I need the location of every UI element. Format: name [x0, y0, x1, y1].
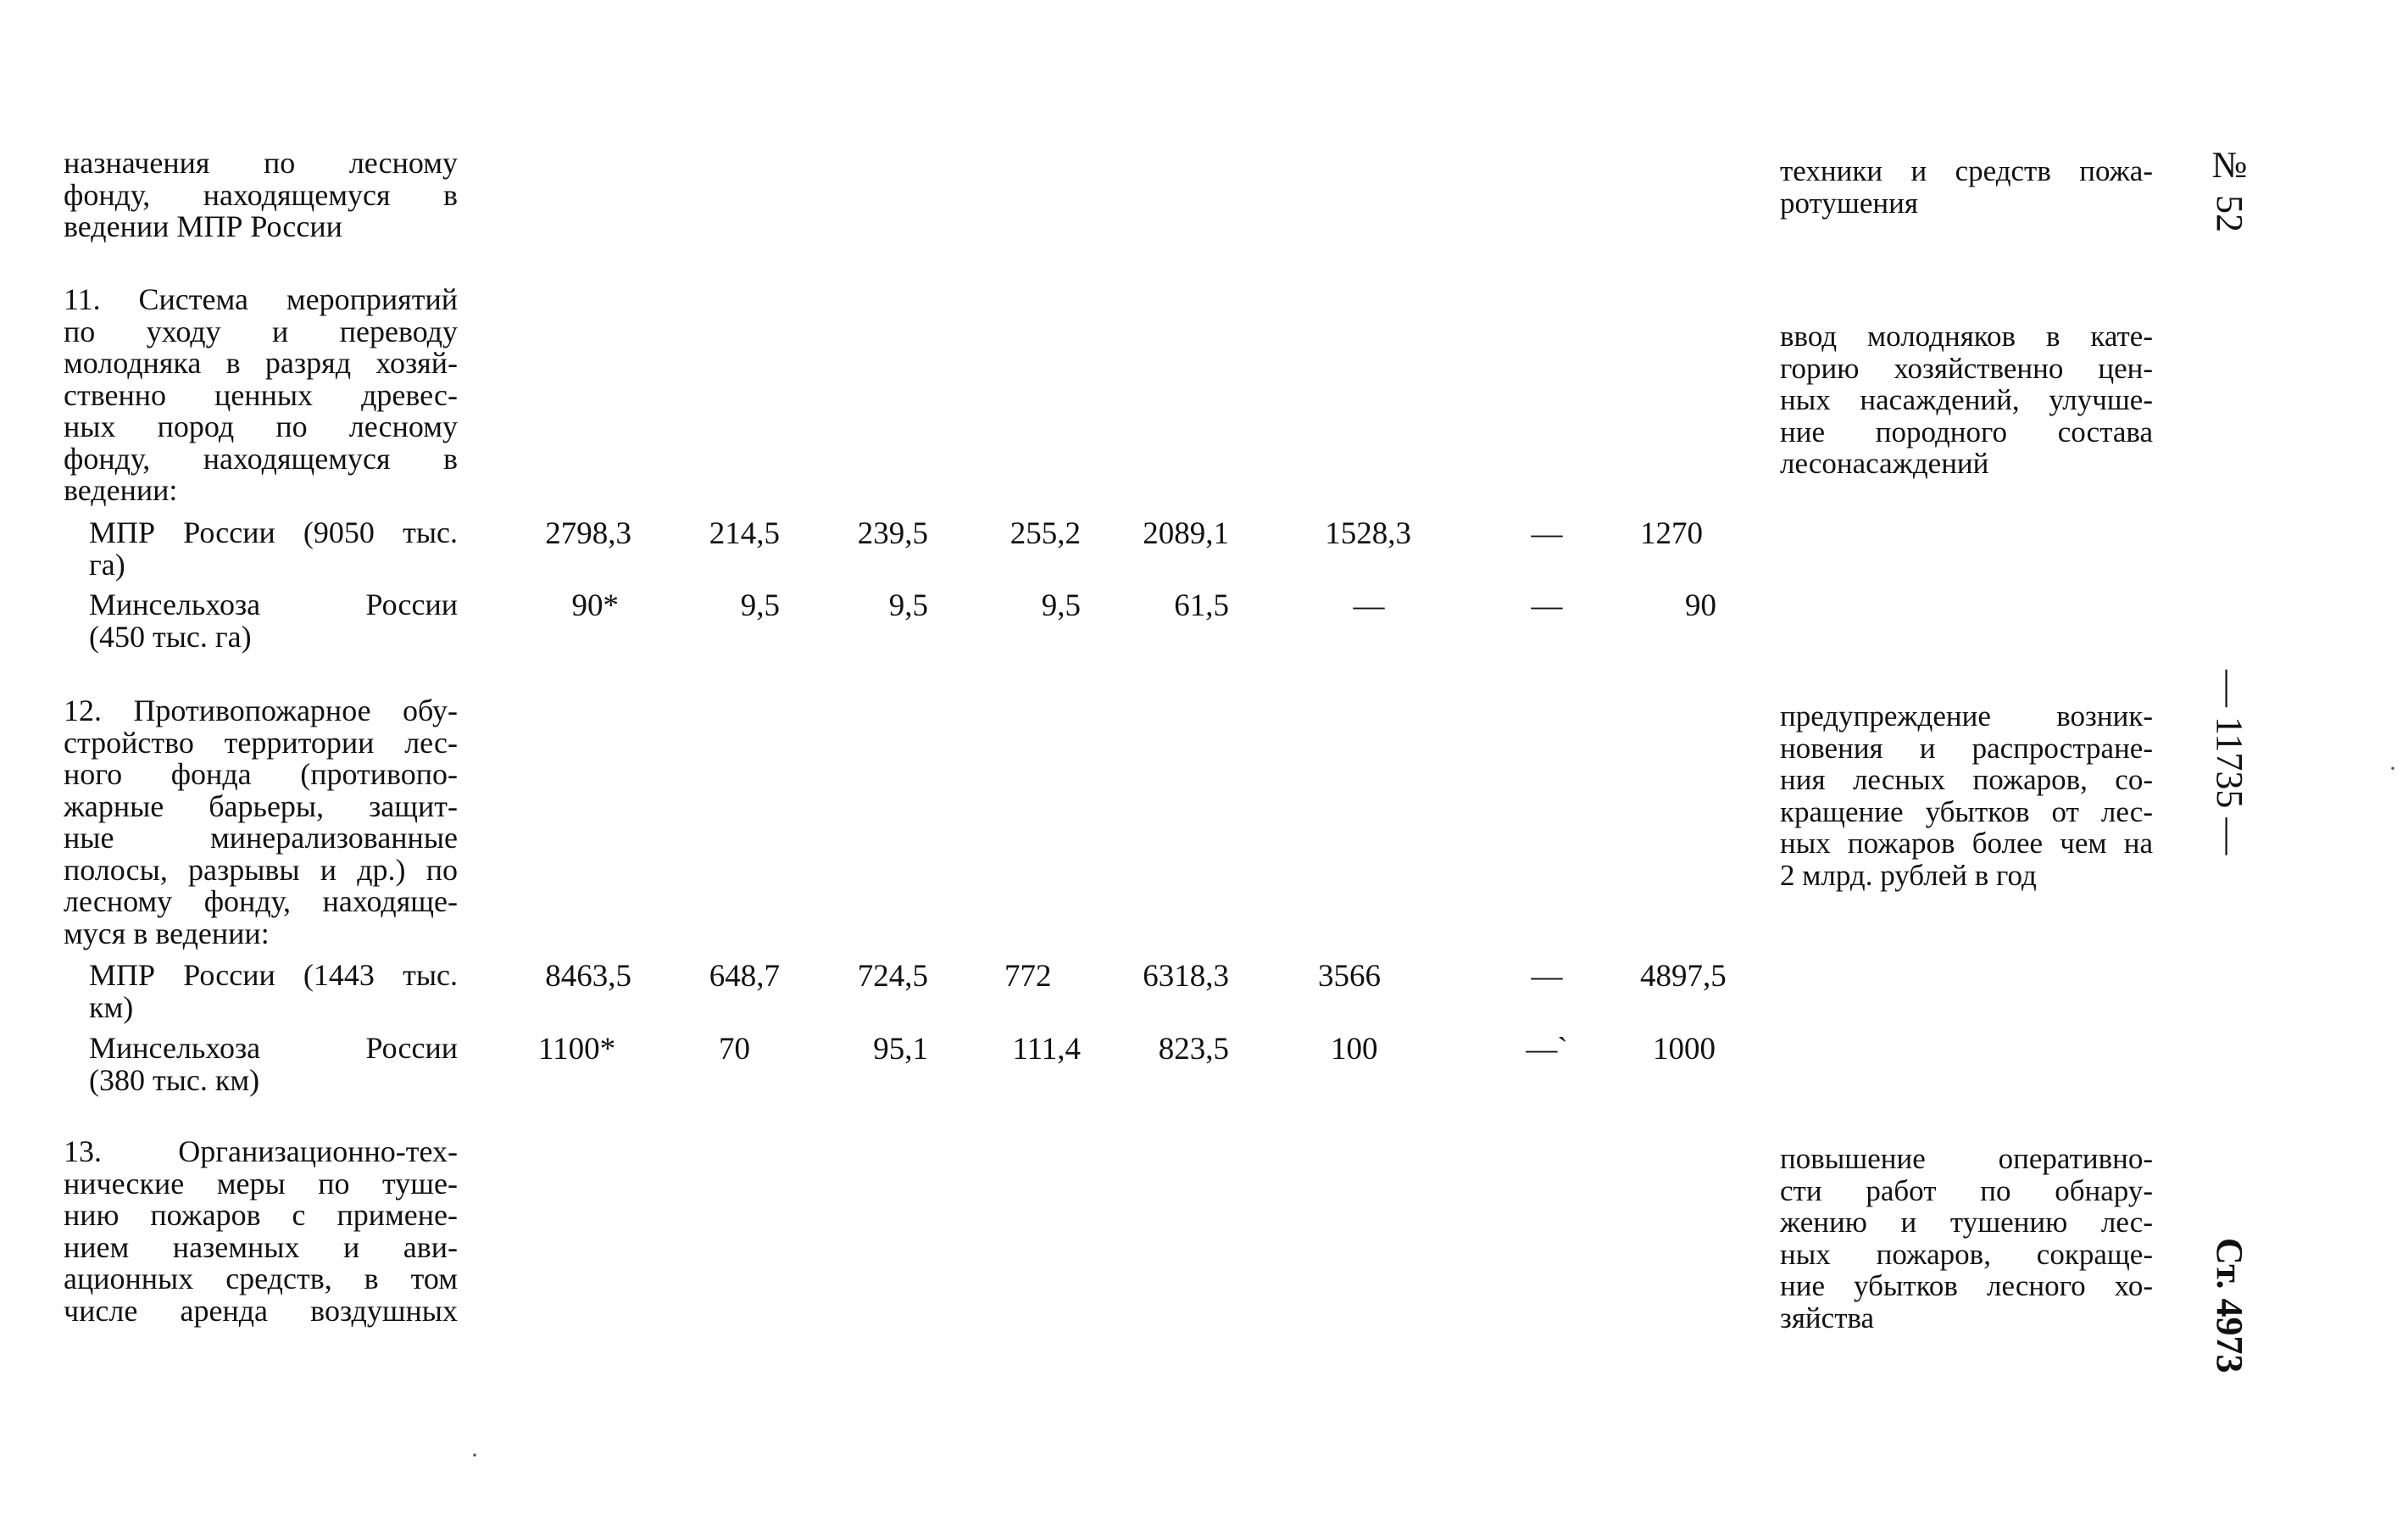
text-line: новения и распростране- [1780, 731, 2153, 765]
text-line: фонду, находящемуся в [64, 441, 458, 476]
text-line: ных пожаров, сокраще- [1780, 1237, 2153, 1271]
text-line: км) [89, 989, 134, 1024]
item-12-row-1-value: 4897,5 [1640, 959, 1727, 994]
text-line: 12. Противопожарное обу- [64, 694, 458, 727]
text-line: МПР России (1443 тыс. [89, 958, 458, 992]
text-line: Минсельхоза России [89, 1031, 458, 1065]
text-line: кращение убытков от лес- [1780, 794, 2153, 828]
item-11-row-1-total: 2798,3 [545, 516, 631, 551]
text-line: ные минерализованные [64, 821, 458, 855]
item-11-row-1-value: 239,5 [857, 516, 928, 551]
item-11-row-1-value: 1270 [1640, 516, 1703, 551]
text-line: жарные барьеры, защит- [64, 788, 458, 823]
text-line: (380 тыс. км) [89, 1062, 260, 1097]
item-11-row-1-value: 1528,3 [1325, 516, 1411, 551]
item-12-result [1780, 700, 2153, 891]
item-11-row-1-label [89, 517, 458, 581]
item-12-row-1-value: 6318,3 [1143, 959, 1229, 994]
text-line: Минсельхоза России [89, 588, 458, 621]
item-12-heading [64, 695, 458, 950]
item-12-row-1-dash: — [1531, 959, 1563, 994]
item-12-row-2-total: 1100* [538, 1032, 616, 1067]
text-line: зяйства [1780, 1301, 1875, 1334]
item-11-row-2-value: 90 [1685, 588, 1716, 623]
text-line: лесному фонду, находяще- [64, 884, 458, 918]
item-11-row-2-value: 9,5 [888, 588, 928, 623]
text-line: нием наземных и ави- [64, 1229, 458, 1264]
text-line: ного фонда (противопо- [64, 757, 458, 791]
item-12-row-1-label [89, 960, 458, 1023]
text-line: ротушения [1780, 186, 1918, 220]
text-line: ных пород по лесному [64, 409, 458, 443]
top-continuation-right [1780, 155, 2153, 219]
item-12-row-2-value: 823,5 [1158, 1032, 1229, 1067]
item-11-row-1-dash: — [1531, 516, 1563, 551]
text-line: лесонасаждений [1780, 447, 1989, 480]
item-11-row-1-value: 2089,1 [1143, 516, 1229, 551]
item-11-row-2-value: 9,5 [1041, 588, 1081, 623]
text-line: 11. Система мероприятий [64, 282, 458, 316]
item-12-row-1-total: 8463,5 [545, 959, 631, 994]
text-line: нию пожаров с примене- [64, 1198, 458, 1232]
text-line: жению и тушению лес- [1780, 1206, 2153, 1239]
text-line: числе аренда воздушных [64, 1293, 458, 1328]
text-line: техники и средств пожа- [1780, 154, 2153, 187]
item-12-row-2-value: 95,1 [873, 1032, 928, 1067]
text-line: нические меры по туше- [64, 1166, 458, 1201]
article-number: Ст. 4973 [2209, 1238, 2250, 1373]
item-13-result [1780, 1143, 2153, 1334]
item-11-row-2-dash: — [1531, 588, 1563, 623]
text-line: ние убытков лесного хо- [1780, 1269, 2153, 1302]
text-line: ных насаждений, улучше- [1780, 383, 2153, 416]
text-line: 13. Организационно-тех- [64, 1134, 458, 1168]
item-12-row-1-value: 3566 [1318, 959, 1381, 994]
text-line: по уходу и переводу [64, 314, 458, 348]
item-13-heading [64, 1136, 458, 1327]
item-12-row-2-value: 70 [719, 1032, 750, 1067]
text-line: предупреждение возник- [1780, 699, 2153, 733]
item-11-row-2-value: 61,5 [1174, 588, 1229, 623]
text-line: ведении: [64, 473, 178, 507]
item-12-row-2-value: 100 [1331, 1032, 1378, 1067]
top-continuation-left [64, 148, 458, 243]
text-line: горию хозяйственно цен- [1780, 351, 2153, 385]
text-line: полосы, разрывы и др.) по [64, 852, 458, 887]
item-11-row-2-total: 90* [571, 588, 619, 623]
item-12-row-1-value: 724,5 [857, 959, 928, 994]
scan-speck: · [470, 1441, 479, 1469]
item-11-row-2-value: 9,5 [740, 588, 780, 623]
item-11-row-1-value: 214,5 [709, 516, 780, 551]
text-line: назначения по лесному [64, 146, 458, 180]
text-line: ния лесных пожаров, со- [1780, 763, 2153, 796]
item-12-row-2-value: 111,4 [1012, 1032, 1081, 1067]
text-line: муся в ведении: [64, 916, 270, 950]
item-11-row-2-dash: — [1353, 588, 1385, 623]
item-12-row-2-value: 1000 [1653, 1032, 1716, 1067]
text-line: ационных средств, в том [64, 1262, 458, 1295]
item-12-row-2-label [89, 1033, 458, 1096]
text-line: повышение оперативно- [1780, 1142, 2153, 1175]
issue-number: № 52 [2209, 144, 2250, 232]
text-line: фонду, находящемуся в [64, 177, 458, 212]
text-line: ведении МПР России [64, 209, 342, 243]
text-line: молодняка в разряд хозяй- [64, 346, 458, 380]
item-11-result [1780, 320, 2153, 480]
text-line: ных пожаров более чем на [1780, 827, 2153, 860]
text-line: сти работ по обнару- [1780, 1173, 2153, 1207]
text-line: 2 млрд. рублей в год [1780, 858, 2037, 892]
text-line: га) [89, 547, 125, 582]
text-line: ние породного состава [1780, 415, 2153, 448]
scan-speck: · [2389, 755, 2397, 783]
text-line: стройство территории лес- [64, 725, 458, 760]
text-line: ственно ценных древес- [64, 377, 458, 412]
document-number: — 11735 — [2209, 670, 2250, 855]
text-line: ввод молодняков в кате- [1780, 320, 2153, 353]
item-11-heading [64, 284, 458, 507]
item-12-row-1-value: 772 [1004, 959, 1052, 994]
item-12-row-1-value: 648,7 [709, 959, 780, 994]
item-11-row-2-label [89, 589, 458, 653]
text-line: (450 тыс. га) [89, 619, 252, 654]
item-11-row-1-value: 255,2 [1009, 516, 1081, 551]
item-12-row-2-dash: —` [1526, 1032, 1568, 1067]
text-line: МПР России (9050 тыс. [89, 515, 458, 549]
